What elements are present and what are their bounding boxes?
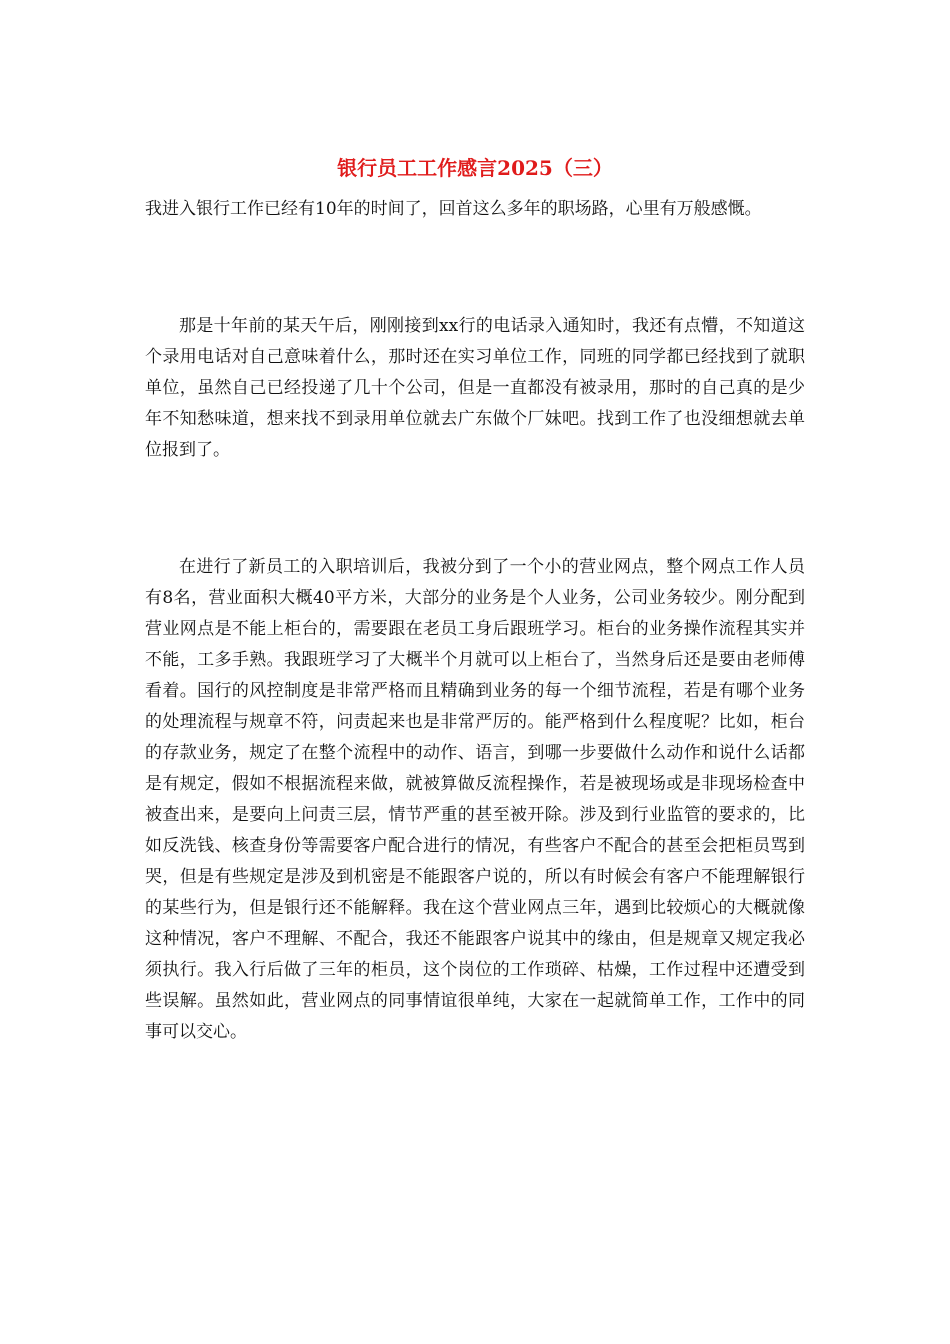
paragraph-teller-work: 在进行了新员工的入职培训后，我被分到了一个小的营业网点，整个网点工作人员有8名，营业面积大概40平方米，大部分的业务是个人业务，公司业务较少。刚分配到营业网点是不能上柜台的，需要跟在老员工身后跟班学习。柜台的业务操作流程其实并不能，工多手熟。我跟班学习了大概半个月就可以上柜台了，当然身后还是要由老师傅看着。国行的风控制度是非常严格而且精确到业务的每一个细节流程，若是有哪个业务的处理流程与规章不符，问责起来也是非常严厉的。能严格到什么程度呢？比如，柜台的存款业务，规定了在整个流程中的动作、语言，到哪一步要做什么动作和说什么话都是有规定，假如不根据流程来做，就被算做反流程操作，若是被现场或是非现场检查中被查出来，是要向上问责三层，情节严重的甚至被开除。涉及到行业监管的要求的，比如反洗钱、核查身份等需要客户配合进行的情况，有些客户不配合的甚至会把柜员骂到哭，但是有些规定是涉及到机密是不能跟客户说的，所以有时候会有客户不能理解银行的某些行为，但是银行还不能解释。我在这个营业网点三年，遇到比较烦心的大概就像这种情况，客户不理解、不配合，我还不能跟客户说其中的缘由，但是规章又规定我必须执行。我入行后做了三年的柜员，这个岗位的工作琐碎、枯燥，工作过程中还遭受到些误解。虽然如此，营业网点的同事情谊很单纯，大家在一起就简单工作，工作中的同事可以交心。 [145,557,805,1042]
paragraph-intro: 我进入银行工作已经有10年的时间了，回首这么多年的职场路，心里有万般感慨。 [145,199,762,219]
document-title: 银行员工工作感言2025（三） [337,156,613,180]
paragraph-job-offer: 那是十年前的某天午后，刚刚接到xx行的电话录入通知时，我还有点懵，不知道这个录用电话对自己意味着什么，那时还在实习单位工作，同班的同学都已经找到了就职单位，虽然自己已经投递了几十个公司，但是一直都没有被录用，那时的自己真的是少年不知愁味道，想来找不到录用单位就去广东做个厂妹吧。找到工作了也没细想就去单位报到了。 [145,316,805,460]
document-body [145,150,805,1048]
